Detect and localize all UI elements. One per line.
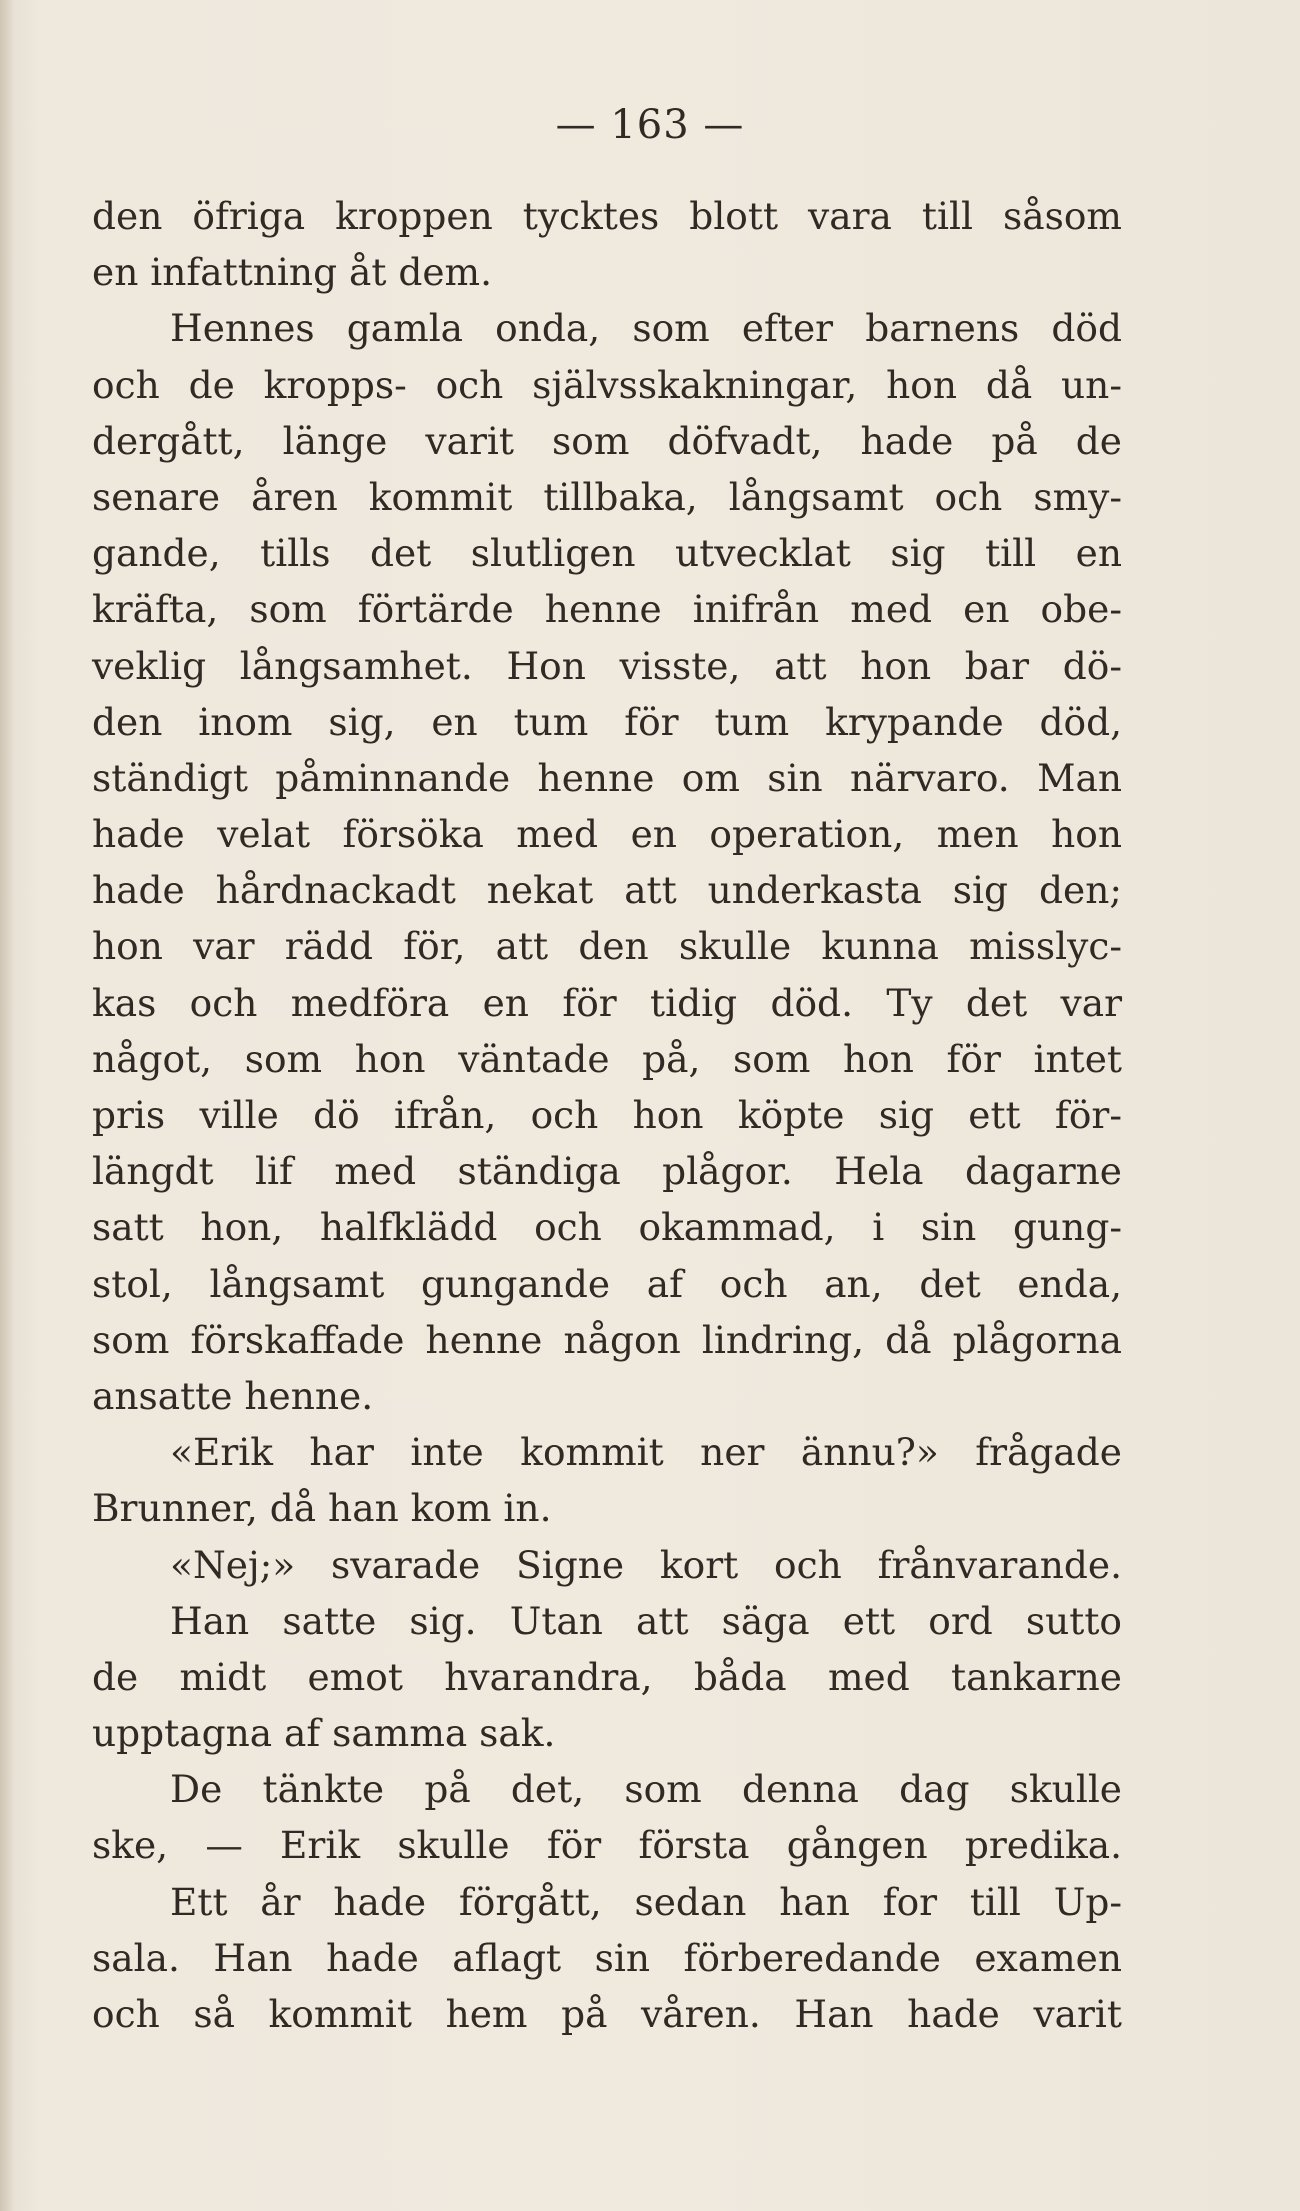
text-line: en infattning åt dem. [92, 250, 493, 295]
text-line: pris ville dö ifrån, och hon köpte sig ett för- [92, 1093, 1122, 1137]
text-line: längdt lif med ständiga plågor. Hela dagarne [92, 1149, 1122, 1194]
text-line: hade hårdnackadt nekat att underkasta sig den; [92, 868, 1122, 913]
text-line: Ett år hade förgått, sedan han for till Up- [170, 1879, 1122, 1924]
text-line: sala. Han hade aflagt sin förberedande examen [92, 1935, 1122, 1980]
text-line: Hennes gamla onda, som efter barnens död [170, 306, 1122, 351]
text-line: «Erik har inte kommit ner ännu?» frågade [170, 1430, 1122, 1475]
page-number: — 163 — [555, 102, 745, 148]
text-line: den öfriga kroppen tycktes blott vara till såsom [92, 194, 1122, 238]
text-line: Brunner, då han kom in. [92, 1486, 552, 1531]
text-line: stol, långsamt gungande af och an, det enda, [92, 1261, 1122, 1306]
text-line: senare åren kommit tillbaka, långsamt och smy- [92, 474, 1122, 519]
text-line: och så kommit hem på våren. Han hade varit [92, 1992, 1122, 2036]
text-line: något, som hon väntade på, som hon för intet [92, 1036, 1122, 1081]
text-line: veklig långsamhet. Hon visste, att hon bar dö- [92, 643, 1122, 688]
text-line: ständigt påminnande henne om sin närvaro. Man [92, 755, 1122, 800]
text-line: hade velat försöka med en operation, men hon [92, 812, 1122, 857]
text-line: och de kropps- och självsskakningar, hon då un- [92, 362, 1122, 407]
text-line: upptagna af samma sak. [92, 1711, 556, 1756]
text-line: hon var rädd för, att den skulle kunna misslyc- [92, 924, 1122, 969]
text-line: den inom sig, en tum för tum krypande död, [92, 699, 1122, 744]
text-line: kas och medföra en för tidig död. Ty det var [92, 980, 1122, 1025]
text-line: satt hon, halfklädd och okammad, i sin gung- [92, 1205, 1122, 1250]
text-line: «Nej;» svarade Signe kort och frånvarande. [170, 1542, 1122, 1587]
text-line: kräfta, som förtärde henne inifrån med en obe- [92, 587, 1122, 632]
text-line: ske, — Erik skulle för första gången predika. [92, 1823, 1122, 1868]
text-line: som förskaffade henne någon lindring, då plågorna [92, 1317, 1122, 1362]
text-line: gande, tills det slutligen utvecklat sig till en [92, 531, 1122, 576]
text-line: ansatte henne. [92, 1373, 374, 1418]
body-text [92, 188, 1122, 2042]
text-line: Han satte sig. Utan att säga ett ord sutto [170, 1598, 1122, 1643]
page-edge-shadow [0, 0, 14, 2211]
text-line: De tänkte på det, som denna dag skulle [170, 1767, 1122, 1812]
text-line: de midt emot hvarandra, båda med tankarne [92, 1654, 1122, 1699]
text-line: dergått, länge varit som döfvadt, hade på de [92, 418, 1122, 463]
